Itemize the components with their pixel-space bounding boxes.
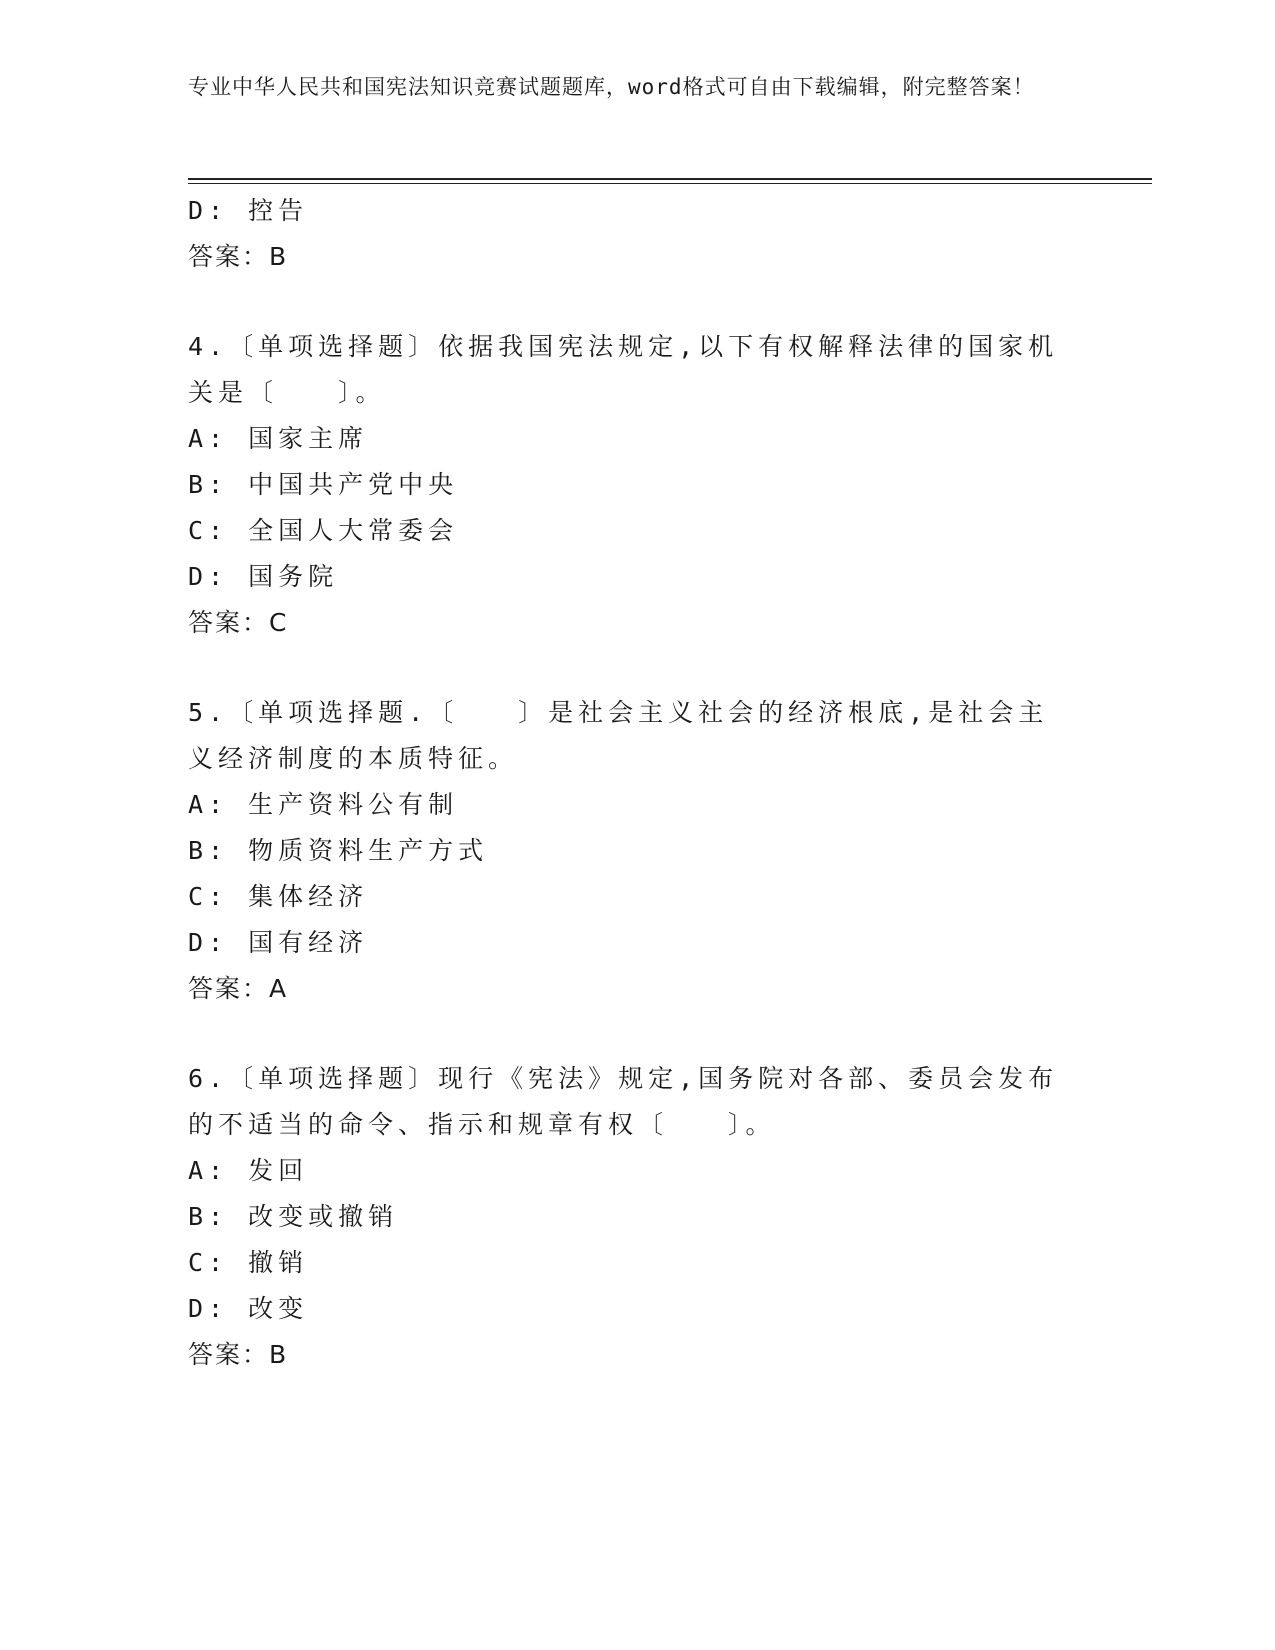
question-4	[188, 324, 1088, 646]
option-b: B: 中国共产党中央	[188, 470, 459, 499]
question-text: 4.〔单项选择题〕依据我国宪法规定,以下有权解释法律的国家机关是〔 〕。	[188, 332, 1059, 407]
document-body	[188, 188, 1088, 1378]
option-a: A: 生产资料公有制	[188, 790, 459, 819]
option-c: C: 撤销	[188, 1248, 309, 1277]
question-6	[188, 1056, 1088, 1378]
question-text: 6.〔单项选择题〕现行《宪法》规定,国务院对各部、委员会发布的不适当的命令、指示和规章有权〔 〕。	[188, 1064, 1059, 1139]
option-d: D: 国务院	[188, 562, 339, 591]
option-c: C: 集体经济	[188, 882, 369, 911]
option-c: C: 全国人大常委会	[188, 516, 459, 545]
answer: 答案：C	[188, 608, 289, 637]
option-b: B: 物质资料生产方式	[188, 836, 489, 865]
answer: 答案：A	[188, 974, 289, 1003]
option-a: A: 国家主席	[188, 424, 369, 453]
answer: 答案：B	[188, 1340, 289, 1369]
option-b: B: 改变或撤销	[188, 1202, 399, 1231]
header-divider	[188, 178, 1152, 184]
option-d: D: 控告	[188, 196, 309, 225]
page-header: 专业中华人民共和国宪法知识竞赛试题题库，word格式可自由下载编辑，附完整答案！	[188, 75, 1035, 99]
option-d: D: 改变	[188, 1294, 309, 1323]
answer: 答案：B	[188, 242, 289, 271]
option-a: A: 发回	[188, 1156, 309, 1185]
question-5	[188, 690, 1088, 1012]
option-d: D: 国有经济	[188, 928, 369, 957]
question-text: 5.〔单项选择题.〔 〕是社会主义社会的经济根底,是社会主义经济制度的本质特征。	[188, 698, 1049, 773]
